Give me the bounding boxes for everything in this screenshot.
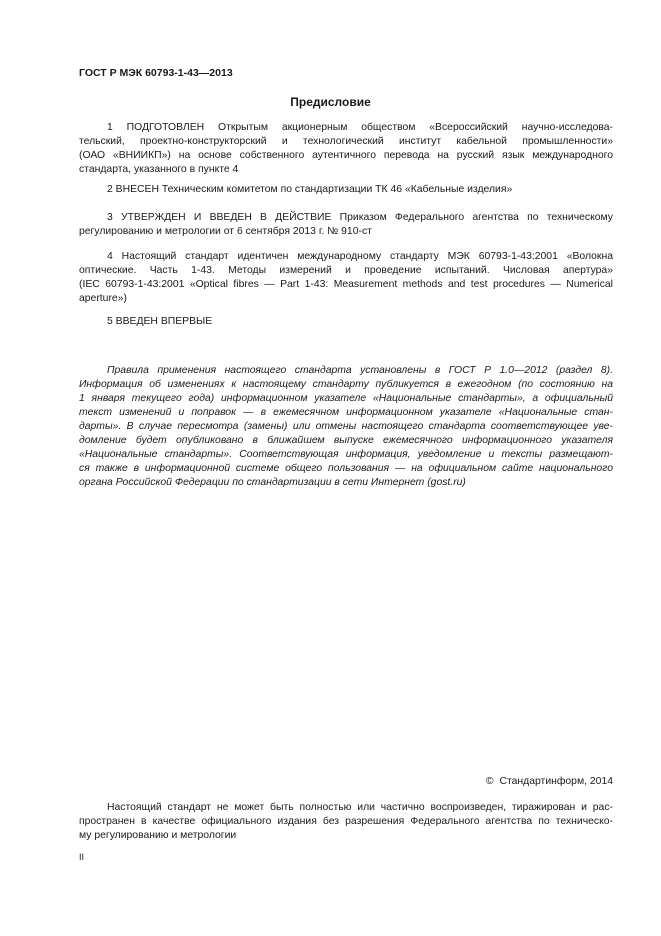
- text-line: ся также в информационной системе общего пользования — на официальном сайте национального: [79, 463, 613, 474]
- text-line: 2 ВНЕСЕН Техническим комитетом по стандартизации ТК 46 «Кабельные изделия»: [107, 184, 513, 195]
- text-line: (ОАО «ВНИИКП») на основе собственного аутентичного перевода на русский язык международного: [79, 150, 613, 161]
- text-line: 4 Настоящий стандарт идентичен международному стандарту МЭК 60793-1-43:2001 «Волокна: [107, 251, 613, 262]
- document-header-code: ГОСТ Р МЭК 60793-1-43—2013: [79, 67, 233, 79]
- item-1-prepared-by: [79, 121, 613, 177]
- text-line: 1 января текущего года) информационном указателе «Национальные стандарты», а официальный: [79, 393, 613, 404]
- text-line: тельский, проектно-конструкторский и технологический институт кабельной промышленности»: [79, 136, 613, 147]
- text-line: текст изменений и поправок — в ежемесячном информационном указателе «Национальные стан-: [79, 407, 613, 418]
- text-line: 1 ПОДГОТОВЛЕН Открытым акционерным обществом «Всероссийский научно-исследова-: [107, 122, 613, 133]
- copyright-symbol: ©: [485, 776, 494, 787]
- text-line: «Национальные стандарты». Соответствующая информация, уведомление и тексты размещают-: [79, 449, 613, 460]
- text-line: 5 ВВЕДЕН ВПЕРВЫЕ: [107, 316, 213, 327]
- copyright: [486, 776, 613, 787]
- item-5-first-introduced: [79, 315, 613, 329]
- text-line: му регулированию и метрологии: [79, 830, 237, 841]
- text-line: дарты». В случае пересмотра (замены) или отмены настоящего стандарта соответствующее уве-: [79, 421, 613, 432]
- text-line: aperture»): [79, 293, 127, 304]
- item-3-approved: [79, 211, 613, 239]
- item-4-identical-standard: [79, 250, 613, 306]
- text-line: Информация об изменениях к настоящему стандарту публикуется в ежегодном (по состоянию на: [79, 379, 613, 390]
- text-line: Правила применения настоящего стандарта установлены в ГОСТ Р 1.0—2012 (раздел 8).: [107, 365, 613, 376]
- text-line: органа Российской Федерации по стандартизации в сети Интернет (gost.ru): [79, 477, 466, 488]
- text-line: 3 УТВЕРЖДЕН И ВВЕДЕН В ДЕЙСТВИЕ Приказом Федерального агентства по техническому: [107, 212, 613, 223]
- text-line: регулированию и метрологии от 6 сентября 2013 г. № 910-ст: [79, 226, 372, 237]
- page-number: II: [79, 852, 85, 862]
- text-line: домление будет опубликовано в ближайшем выпуске ежемесячного информационного указателя: [79, 435, 613, 446]
- text-line: пространен в качестве официального издания без разрешения Федерального агентства по техническо-: [79, 816, 613, 827]
- rules-note: [79, 364, 613, 490]
- text-line: оптические. Часть 1-43. Методы измерений и проведение испытаний. Числовая апертура»: [79, 265, 613, 276]
- copyright-text: Стандартинформ, 2014: [499, 776, 613, 787]
- text-line: Настоящий стандарт не может быть полностью или частично воспроизведен, тиражирован и рас-: [107, 802, 613, 813]
- text-line: стандарта, указанного в пункте 4: [79, 164, 239, 175]
- text-line: (IEC 60793-1-43:2001 «Optical fibres — Part 1-43: Measurement methods and test procedures — Numerical: [79, 279, 613, 290]
- item-2-introduced-by: [79, 183, 613, 197]
- reproduction-notice: [79, 801, 613, 843]
- page-title: Предисловие: [290, 95, 371, 109]
